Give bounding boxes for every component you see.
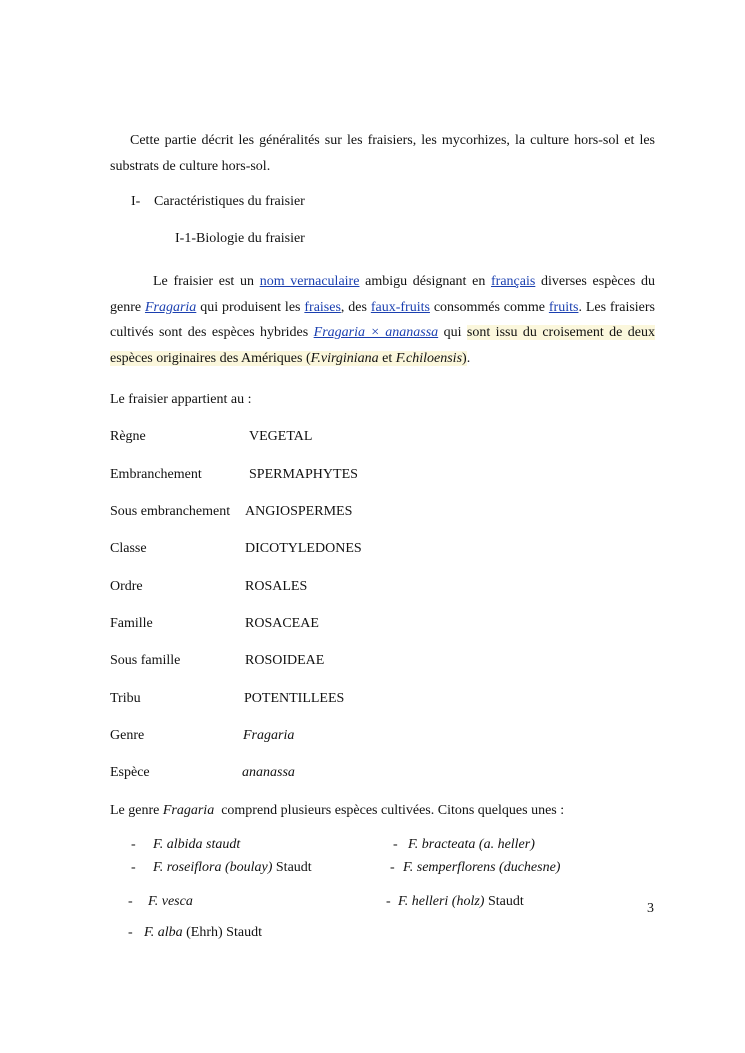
bio-text: qui produisent les <box>196 299 305 315</box>
page-number: 3 <box>647 901 654 916</box>
subheading-title: I-1-Biologie du fraisier <box>175 231 305 246</box>
link-fruits[interactable]: fruits <box>548 299 579 315</box>
classification-label: Embranchement <box>110 467 202 482</box>
bio-text: , des <box>340 299 371 315</box>
link-fragaria[interactable] <box>145 300 196 315</box>
species-item <box>144 925 262 941</box>
intro-paragraph: Cette partie décrit les généralités sur les fraisiers, les mycorhizes, la culture hors-sol et les substrats de culture hors-sol. <box>110 133 655 174</box>
genre-text: Le genre <box>110 803 163 818</box>
classification-value: ROSACEAE <box>245 616 319 631</box>
bio-text: . <box>466 350 471 366</box>
list-bullet: - <box>128 894 133 909</box>
species-name: F. helleri (holz) <box>398 894 485 909</box>
bio-text: consommés comme <box>429 299 549 315</box>
classification-label: Règne <box>110 429 146 444</box>
species-author: Staudt <box>272 860 312 875</box>
classification-value: ROSOIDEAE <box>245 653 325 668</box>
classification-value: SPERMAPHYTES <box>249 467 358 482</box>
classification-intro: Le fraisier appartient au : <box>110 392 252 407</box>
link-fragaria-ananassa[interactable] <box>314 325 439 340</box>
link-francais[interactable]: français <box>491 274 536 289</box>
bio-text: . Les fraisiers cultivés sont des espèces hybrides <box>110 299 656 340</box>
species-author: (Ehrh) Staudt <box>182 925 262 940</box>
species-item <box>398 894 524 910</box>
bio-text: ) <box>462 350 467 366</box>
classification-label: Classe <box>110 541 147 556</box>
species-item: F. semperflorens (duchesne) <box>403 860 561 875</box>
list-bullet: - <box>128 925 133 940</box>
list-bullet: - <box>386 894 391 909</box>
genre-text: comprend plusieurs espèces cultivées. Citons quelques unes : <box>214 803 565 818</box>
species-name: F. alba <box>144 925 183 940</box>
link-nom-vernaculaire[interactable]: nom vernaculaire <box>259 274 360 289</box>
bio-text: qui <box>438 325 467 340</box>
genre-sentence <box>110 803 564 819</box>
species-name: F.virginiana <box>310 350 379 366</box>
bio-text: Le fraisier est un <box>153 274 260 289</box>
species-item: F. albida staudt <box>153 837 241 852</box>
heading-number: I- <box>131 194 141 209</box>
classification-label: Tribu <box>110 691 141 706</box>
list-bullet: - <box>390 860 395 875</box>
species-item: F. bracteata (a. heller) <box>408 837 535 852</box>
classification-value: ANGIOSPERMES <box>245 504 353 519</box>
species-name: F. roseiflora (boulay) <box>153 860 273 875</box>
bio-text: diverses espèces du genre <box>110 274 655 315</box>
link-fragaria-text: Fragaria <box>144 299 197 315</box>
list-bullet: - <box>131 860 136 875</box>
classification-label: Famille <box>110 616 153 631</box>
list-bullet: - <box>393 837 398 852</box>
bio-text: sont issu du croisement de deux espèces originaires des Amériques ( <box>110 325 656 366</box>
classification-value: ananassa <box>242 765 295 780</box>
classification-value: DICOTYLEDONES <box>245 541 362 556</box>
classification-label: Ordre <box>110 579 143 594</box>
classification-label: Genre <box>110 728 145 743</box>
classification-value: VEGETAL <box>249 429 313 444</box>
classification-value: POTENTILLEES <box>244 691 345 706</box>
heading-title: Caractéristiques du fraisier <box>154 194 305 209</box>
classification-value: Fragaria <box>243 728 295 743</box>
link-faux-fruits[interactable]: faux-fruits <box>370 299 430 315</box>
link-fragaria-ananassa-text: Fragaria × ananassa <box>313 325 439 340</box>
classification-label: Sous embranchement <box>110 504 231 519</box>
species-author: Staudt <box>484 894 524 909</box>
classification-value: ROSALES <box>245 579 308 594</box>
bio-text: et <box>378 350 396 366</box>
species-item <box>153 860 312 876</box>
genre-name: Fragaria <box>162 803 215 818</box>
classification-label: Espèce <box>110 765 150 780</box>
species-name: F.chiloensis <box>395 350 463 366</box>
species-item: F. vesca <box>148 894 193 909</box>
bio-text: ambigu désignant en <box>359 274 492 289</box>
list-bullet: - <box>131 837 136 852</box>
biology-paragraph <box>110 269 655 371</box>
link-fraises[interactable]: fraises <box>304 299 341 315</box>
classification-label: Sous famille <box>110 653 181 668</box>
